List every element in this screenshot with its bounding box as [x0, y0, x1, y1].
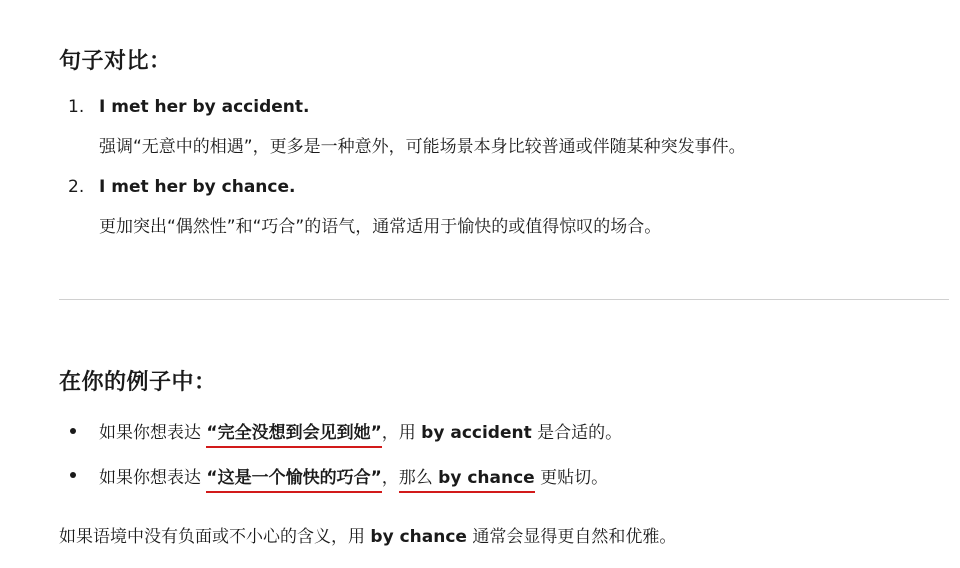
- term-by-chance: by chance: [370, 527, 467, 547]
- sentence-description: 更加突出“偶然性”和“巧合”的语气，通常适用于愉快的或值得惊叹的场合。: [99, 217, 662, 237]
- horizontal-divider: [59, 299, 949, 300]
- bullet-prefix: 如果你想表达: [99, 468, 207, 488]
- conclusion-suffix: 通常会显得更自然和优雅。: [466, 527, 677, 547]
- list-number: 1.: [68, 97, 85, 117]
- sentence-title: I met her by accident.: [99, 97, 310, 117]
- bullet-suffix: 更贴切。: [534, 468, 609, 488]
- section-heading-example: 在你的例子中：: [59, 370, 217, 395]
- list-number: 2.: [68, 177, 85, 197]
- bullet-dot: [70, 428, 76, 434]
- bullet-prefix: 如果你想表达: [99, 423, 207, 443]
- underlined-phrase: [399, 468, 535, 493]
- term-by-accident: by accident: [421, 423, 532, 443]
- sentence-description: 强调“无意中的相遇”，更多是一种意外，可能场景本身比较普通或伴随某种突发事件。: [99, 137, 746, 157]
- bullet-mid-2: 那么: [398, 468, 439, 488]
- bullet-line: [99, 418, 622, 443]
- conclusion-paragraph: [59, 522, 676, 547]
- bullet-line: [99, 463, 608, 488]
- bullet-dot: [70, 472, 76, 478]
- underlined-quote: “完全没想到会见到她”: [206, 423, 381, 448]
- bullet-mid: ，: [381, 468, 399, 488]
- sentence-title: I met her by chance.: [99, 177, 296, 197]
- underlined-quote: “这是一个愉快的巧合”: [206, 468, 381, 493]
- section-heading-comparison: 句子对比：: [59, 49, 172, 74]
- bullet-mid: ，用: [381, 423, 422, 443]
- conclusion-prefix: 如果语境中没有负面或不小心的含义，用: [59, 527, 371, 547]
- term-by-chance: by chance: [438, 468, 535, 488]
- bullet-suffix: 是合适的。: [531, 423, 623, 443]
